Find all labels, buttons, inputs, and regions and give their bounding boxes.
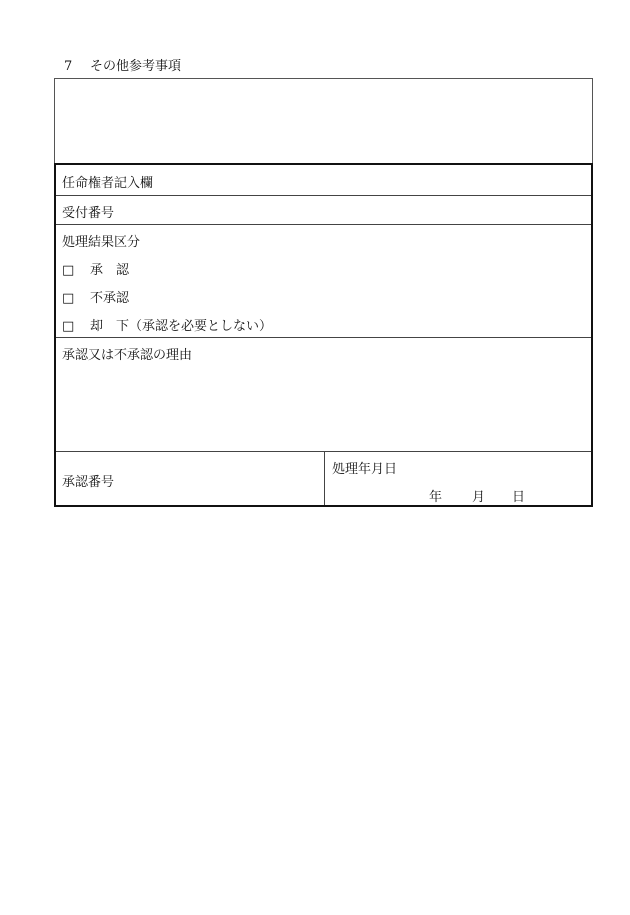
date-month-label: 月 [472,490,486,505]
approval-number-label: 承認番号 [62,475,115,490]
column-divider [324,451,325,505]
other-notes-box[interactable] [54,78,593,164]
date-day-label: 日 [512,490,526,505]
section-number: 7 [64,59,73,74]
date-year-label: 年 [429,490,443,505]
option-approved[interactable] [62,259,129,278]
processing-date-label: 処理年月日 [332,462,398,477]
section-title: その他参考事項 [90,59,182,74]
section-heading [64,55,181,74]
option-label: 却 下（承認を必要としない） [90,319,273,334]
checkbox-icon[interactable]: □ [62,263,75,278]
option-rejected[interactable] [62,315,272,334]
checkbox-icon[interactable]: □ [62,319,75,334]
receipt-number-row[interactable] [56,195,591,225]
approval-date-row [56,451,591,505]
option-label: 不承認 [90,291,130,306]
reason-label: 承認又は不承認の理由 [62,348,193,363]
appointer-field-label: 任命権者記入欄 [62,176,154,191]
appointer-entry-table [54,163,593,507]
option-label: 承 認 [90,263,130,278]
checkbox-icon[interactable]: □ [62,291,75,306]
reason-row[interactable] [56,337,591,452]
result-category-row [56,224,591,338]
appointer-field-row [56,165,591,196]
option-not-approved[interactable] [62,287,129,306]
receipt-number-label: 受付番号 [62,206,115,221]
result-category-label: 処理結果区分 [62,235,141,250]
